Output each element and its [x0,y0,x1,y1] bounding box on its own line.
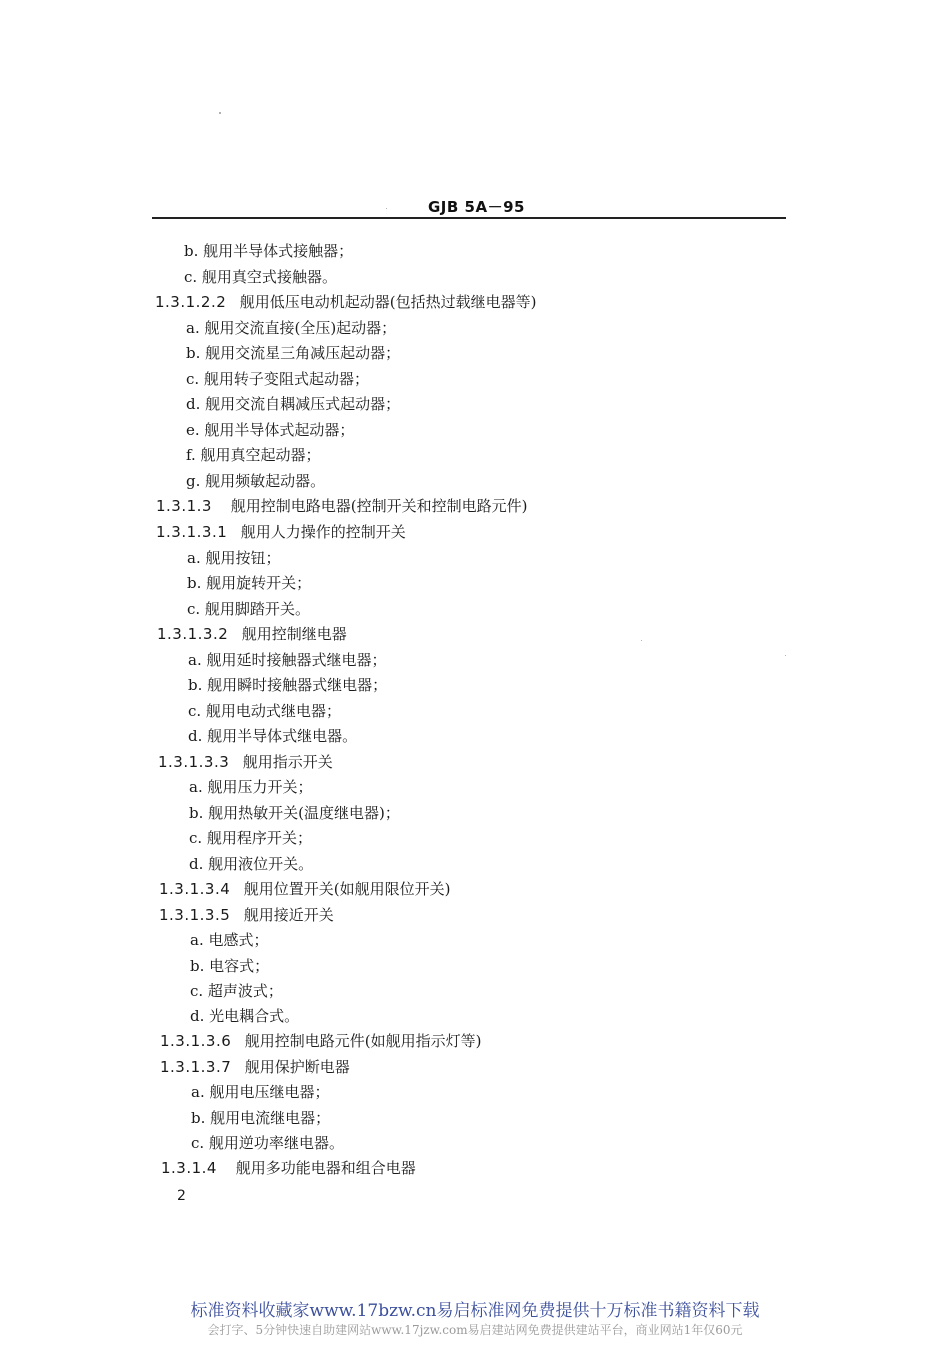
line-text: c. 舰用程序开关； [189,829,312,847]
list-item [191,1083,329,1101]
list-item [191,1134,344,1152]
section-heading [160,1032,482,1050]
list-item [186,446,321,464]
section-heading [158,753,333,771]
list-item [186,395,400,413]
line-text: c. 舰用电动式继电器； [188,702,341,720]
list-item [191,1109,330,1127]
line-text: b. 舰用半导体式接触器； [184,242,354,260]
list-item [189,829,312,847]
scan-speck [386,208,387,209]
section-number: 1.3.1.3.3 [158,753,230,771]
line-text: b. 舰用交流星三角减压起动器； [186,344,401,362]
section-heading [156,497,528,515]
list-item [188,702,341,720]
line-text: 舰用接近开关 [243,906,334,924]
line-text: 舰用多功能电器和组合电器 [235,1159,416,1177]
section-heading [160,1058,350,1076]
line-text: b. 舰用旋转开关； [187,574,312,592]
footer-watermark-line-1: 标准资料收藏家www.17bzw.cn易启标准网免费提供十万标准书籍资料下载 [190,1301,760,1321]
list-item [186,472,325,490]
document-code-header: GJB 5A－95 [428,198,525,216]
list-item [186,421,354,439]
section-number: 1.3.1.2.2 [155,293,227,311]
line-text: 舰用位置开关(如舰用限位开关) [243,880,451,898]
list-item [189,804,400,822]
section-heading [155,293,537,311]
list-item [186,344,400,362]
list-item [187,600,310,618]
section-heading [159,906,334,924]
list-item [187,549,280,567]
line-text: c. 舰用脚踏开关。 [187,600,310,618]
list-item [188,727,357,745]
section-heading [161,1159,416,1177]
footer-watermark-line-2: 会打字、5分钟快速自助建网站www.17jzw.com易启建站网免费提供建站平台，商业网站1年仅60元 [207,1323,743,1337]
list-item [186,319,396,337]
list-item [190,931,268,949]
section-number: 1.3.1.3.2 [157,625,229,643]
list-item [186,370,369,388]
line-text: e. 舰用半导体式起动器； [186,421,355,439]
section-heading [157,625,347,643]
line-text: 舰用控制电路元件(如舰用指示灯等) [244,1032,482,1050]
line-text: 舰用低压电动机起动器(包括热过载继电器等) [239,293,537,311]
line-text: d. 舰用交流自耦减压式起动器； [186,395,401,413]
line-text: b. 舰用热敏开关(温度继电器)； [189,804,400,822]
line-text: g. 舰用频敏起动器。 [186,472,326,490]
line-text: b. 电容式； [190,957,270,975]
line-text: c. 舰用真空式接触器。 [184,268,337,286]
scan-speck [785,655,786,656]
page-number: 2 [177,1188,186,1204]
section-number: 1.3.1.3.5 [159,906,231,924]
list-item [189,855,313,873]
line-text: 舰用保护断电器 [244,1058,350,1076]
section-number: 1.3.1.4 [161,1159,217,1177]
line-text: a. 舰用按钮； [187,549,281,567]
line-text: d. 光电耦合式。 [190,1007,300,1025]
line-text: a. 舰用电压继电器； [191,1083,330,1101]
list-item [184,268,337,286]
header-rule [152,217,786,219]
line-text: b. 舰用瞬时接触器式继电器； [188,676,388,694]
line-text: a. 电感式； [190,931,269,949]
list-item [190,1007,299,1025]
line-text: 舰用控制继电器 [241,625,347,643]
section-heading [156,523,406,541]
list-item [188,651,386,669]
list-item [190,957,269,975]
line-text: a. 舰用延时接触器式继电器； [188,651,387,669]
list-item [188,676,387,694]
line-text: d. 舰用半导体式继电器。 [188,727,358,745]
scan-speck [219,112,221,114]
section-number: 1.3.1.3.7 [160,1058,232,1076]
scan-speck [641,640,642,641]
line-text: c. 超声波式； [190,982,283,1000]
section-number: 1.3.1.3 [156,497,212,515]
section-number: 1.3.1.3.4 [159,880,231,898]
line-text: d. 舰用液位开关。 [189,855,314,873]
list-item [189,778,312,796]
line-text: 舰用控制电路电器(控制开关和控制电路元件) [230,497,528,515]
line-text: a. 舰用压力开关； [189,778,313,796]
section-number: 1.3.1.3.6 [160,1032,232,1050]
line-text: c. 舰用转子变阻式起动器； [186,370,369,388]
list-item [184,242,353,260]
line-text: f. 舰用真空起动器； [186,446,321,464]
section-number: 1.3.1.3.1 [156,523,228,541]
line-text: 舰用指示开关 [242,753,333,771]
line-text: b. 舰用电流继电器； [191,1109,331,1127]
list-item [187,574,311,592]
list-item [190,982,283,1000]
line-text: c. 舰用逆功率继电器。 [191,1134,344,1152]
line-text: a. 舰用交流直接(全压)起动器； [186,319,397,337]
line-text: 舰用人力操作的控制开关 [240,523,406,541]
section-heading [159,880,451,898]
